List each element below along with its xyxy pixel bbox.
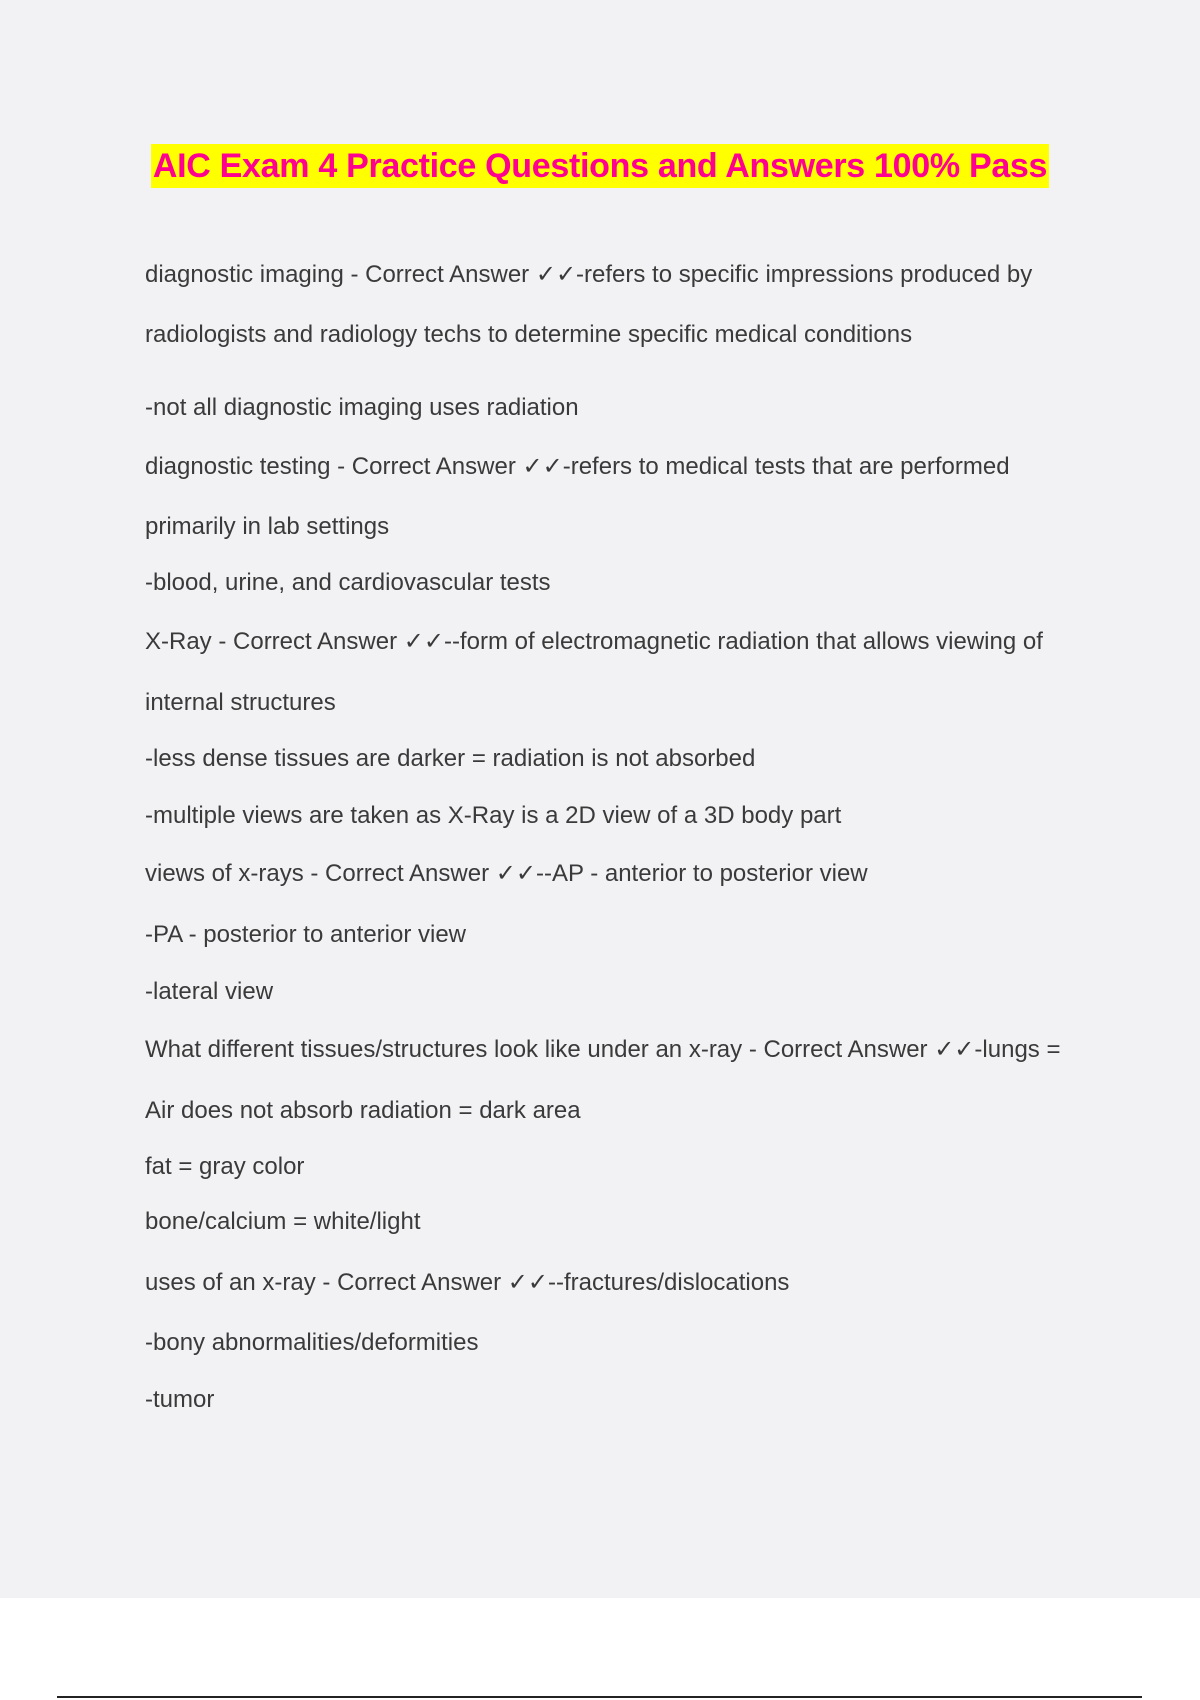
text-line: fat = gray color xyxy=(145,1153,305,1180)
text-line: -less dense tissues are darker = radiation is not absorbed xyxy=(145,745,756,772)
title-container xyxy=(0,144,1200,188)
text-line: -tumor xyxy=(145,1386,215,1413)
text-line: X-Ray - Correct Answer ✓✓--form of electromagnetic radiation that allows viewing of xyxy=(145,628,1043,655)
text-line: views of x-rays - Correct Answer ✓✓--AP - anterior to posterior view xyxy=(145,860,868,887)
footer-divider xyxy=(57,1696,1142,1698)
text-line: internal structures xyxy=(145,689,336,716)
text-line: What different tissues/structures look like under an x-ray - Correct Answer ✓✓-lungs = xyxy=(145,1036,1061,1063)
text-line: bone/calcium = white/light xyxy=(145,1208,421,1235)
text-line: diagnostic imaging - Correct Answer ✓✓-refers to specific impressions produced by xyxy=(145,261,1033,288)
text-line: Air does not absorb radiation = dark area xyxy=(145,1097,581,1124)
text-line: -lateral view xyxy=(145,978,274,1005)
text-line: radiologists and radiology techs to determine specific medical conditions xyxy=(145,321,913,348)
text-line: -not all diagnostic imaging uses radiation xyxy=(145,394,579,421)
text-line: -multiple views are taken as X-Ray is a 2D view of a 3D body part xyxy=(145,802,842,829)
text-line: diagnostic testing - Correct Answer ✓✓-refers to medical tests that are performed xyxy=(145,453,1010,480)
text-line: -PA - posterior to anterior view xyxy=(145,921,467,948)
text-line: uses of an x-ray - Correct Answer ✓✓--fractures/dislocations xyxy=(145,1269,790,1296)
text-line: primarily in lab settings xyxy=(145,513,390,540)
text-line: -bony abnormalities/deformities xyxy=(145,1329,479,1356)
text-line: -blood, urine, and cardiovascular tests xyxy=(145,569,551,596)
document-title: AIC Exam 4 Practice Questions and Answers 100% Pass xyxy=(151,144,1049,188)
